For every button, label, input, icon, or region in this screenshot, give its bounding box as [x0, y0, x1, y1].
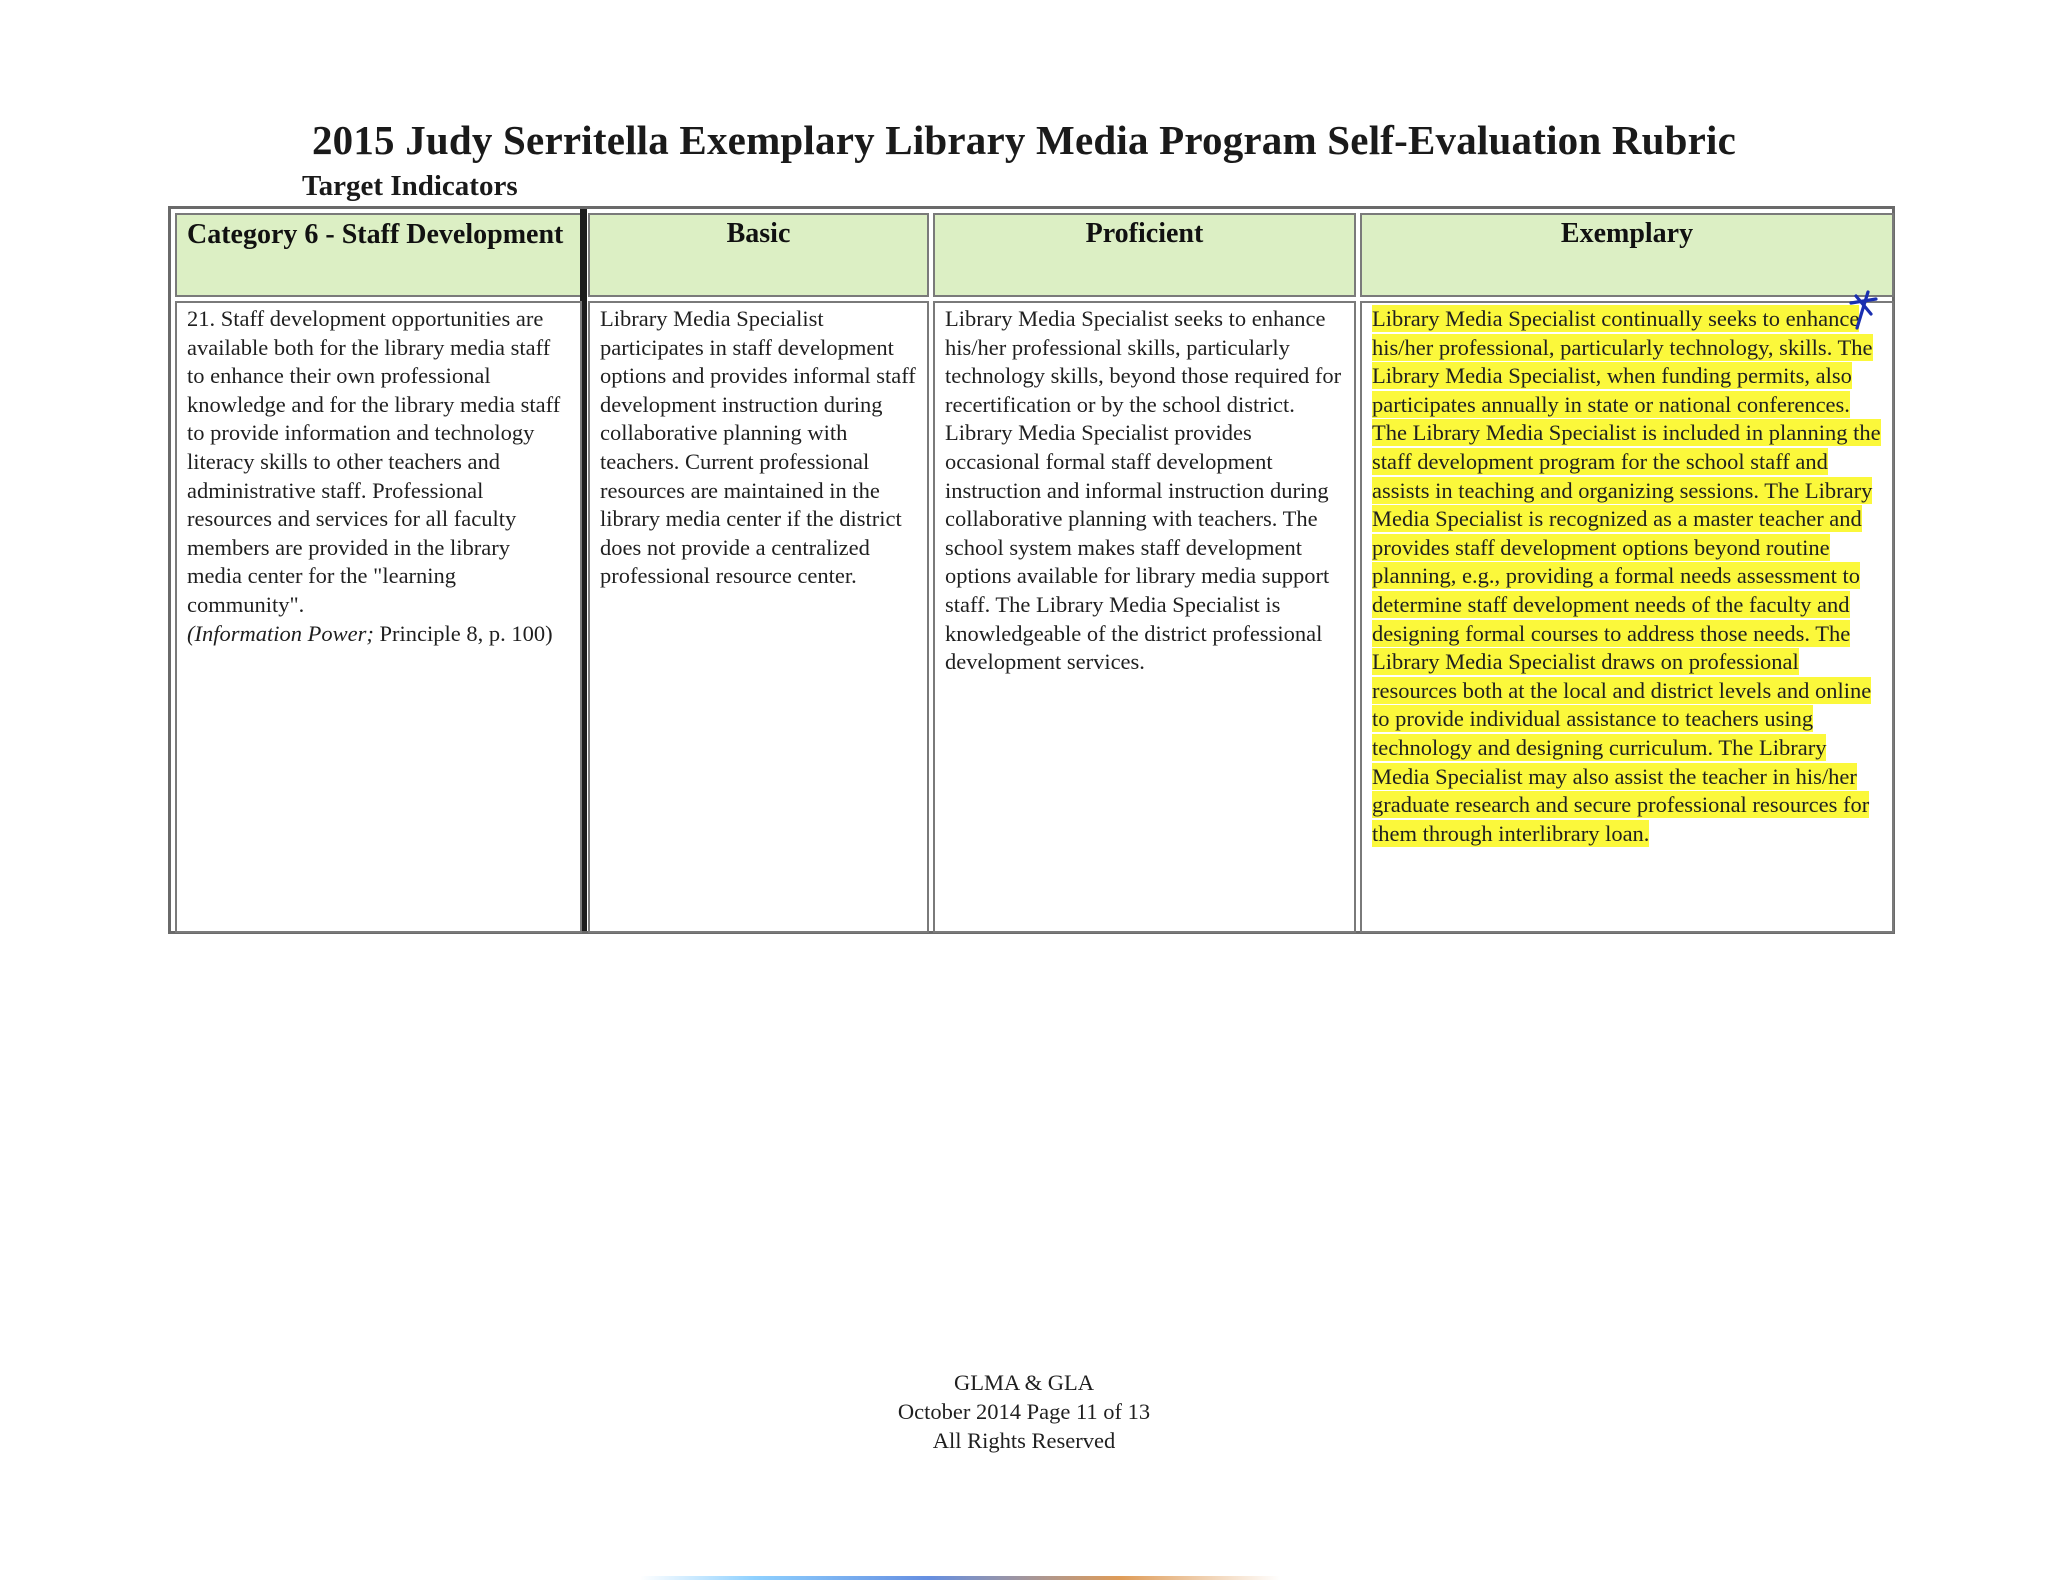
- cell-basic: [588, 301, 929, 933]
- proficient-text: Library Media Specialist seeks to enhance his/her professional skills, particularly technology skills, beyond those required for recertification or by the school district. Library Media Specialist provides occasional formal staff development instruction and informal instruction during collaborative planning with teachers. The school system makes staff development options available for library media support staff. The Library Media Specialist is knowledgeable of the district professional development services.: [945, 306, 1342, 675]
- document-subtitle: Target Indicators: [302, 170, 518, 202]
- citation-principle: Principle 8, p. 100): [373, 620, 553, 646]
- header-basic: Basic: [588, 213, 929, 297]
- asterisk-star-icon: [1848, 290, 1878, 330]
- footer-org: GLMA & GLA: [954, 1370, 1094, 1395]
- footer-page-number: October 2014 Page 11 of 13: [897, 1399, 1151, 1424]
- cell-proficient: [933, 301, 1356, 933]
- header-category: Category 6 - Staff Development: [175, 213, 582, 297]
- cell-indicator: [175, 301, 582, 933]
- basic-text: Library Media Specialist participates in staff development options and provides informal staff development instruction during collaborative planning with teachers. Current professional resources are maintained in the library media center if the district does not provide a centralized professional resource center.: [600, 306, 916, 589]
- document-title: 2015 Judy Serritella Exemplary Library Media Program Self-Evaluation Rubric: [311, 117, 1737, 163]
- cell-exemplary: [1360, 301, 1894, 933]
- scan-artifact-bar: [640, 1576, 1280, 1580]
- header-proficient: Proficient: [933, 213, 1356, 297]
- citation-source: (Information Power;: [187, 620, 374, 646]
- exemplary-highlighted-text: Library Media Specialist continually seeks to enhance his/her professional, particularly technology, skills. The Library Media Specialist, when funding permits, also participates annually in state or national conferences. The Library Media Specialist is included in planning the staff development program for the school staff and assists in teaching and organizing sessions. The Library Media Specialist is recognized as a master teacher and provides staff development options beyond routine planning, e.g., providing a formal needs assessment to determine staff development needs of the faculty and designing formal courses to address those needs. The Library Media Specialist draws on professional resources both at the local and district levels and online to provide individual assistance to teachers using technology and designing curriculum. The Library Media Specialist may also assist the teacher in his/her graduate research and secure professional resources for them through interlibrary loan.: [1372, 306, 1881, 846]
- star-strokes: [1851, 292, 1876, 328]
- footer-rights: All Rights Reserved: [932, 1428, 1116, 1453]
- indicator-text: 21. Staff development opportunities are available both for the library media staff to enhance their own professional knowledge and for the library media staff to provide information and technology literacy skills to other teachers and administrative staff. Professional resources and services for all faculty members are provided in the library media center for the "learning community".: [187, 306, 561, 617]
- header-exemplary: Exemplary: [1360, 213, 1894, 297]
- rubric-table: [168, 206, 1895, 934]
- page-footer: [0, 1368, 2048, 1455]
